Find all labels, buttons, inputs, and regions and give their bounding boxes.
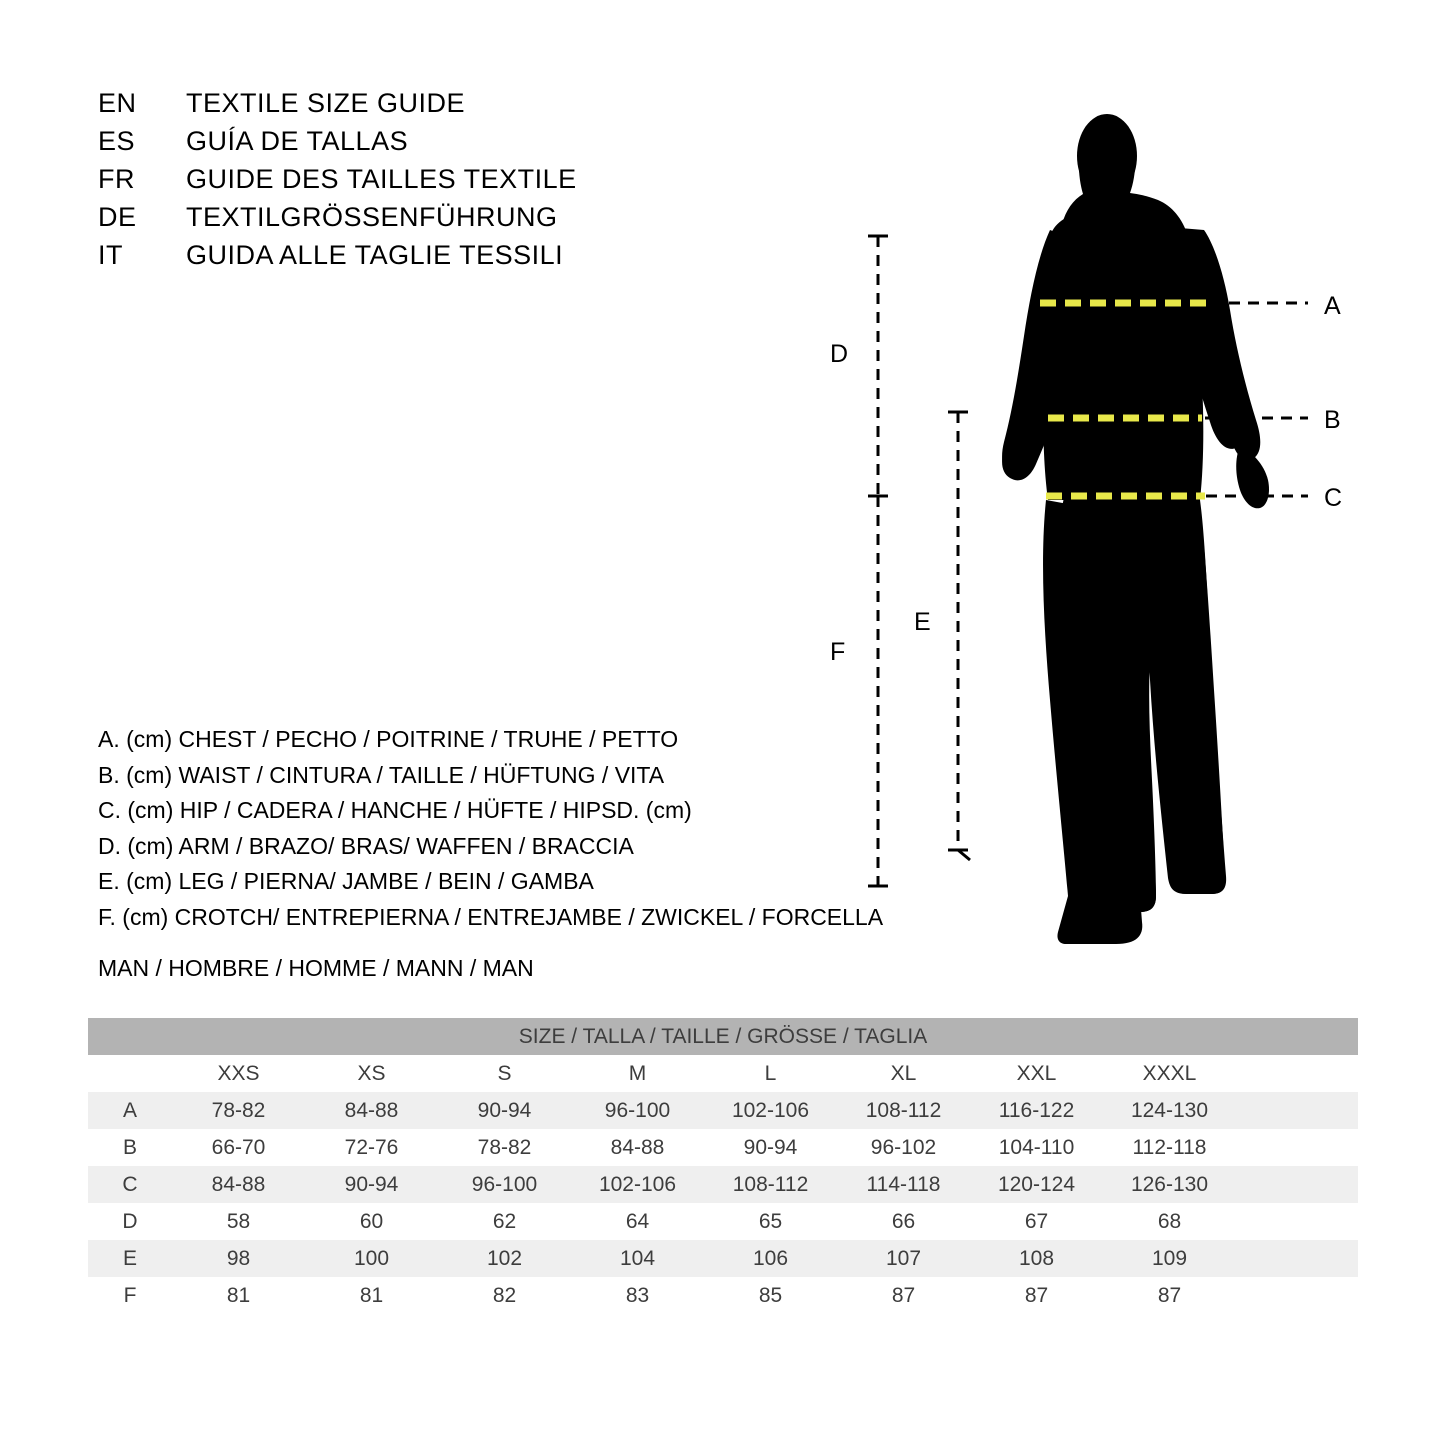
title-block — [98, 88, 718, 278]
cell-f-xl: 87 — [837, 1277, 970, 1314]
title-row — [98, 164, 718, 202]
size-col-xxl: XXL — [970, 1055, 1103, 1092]
cell-e-m: 104 — [571, 1240, 704, 1277]
legend-item-d: D. (cm) ARM / BRAZO/ BRAS/ WAFFEN / BRACCIA — [98, 832, 634, 859]
cell-d-m: 64 — [571, 1203, 704, 1240]
cell-b-pad — [1236, 1129, 1358, 1166]
cell-b-xxxl: 112-118 — [1103, 1129, 1236, 1166]
table-header-row — [88, 1018, 1358, 1055]
cell-b-xxl: 104-110 — [970, 1129, 1103, 1166]
label-f: F — [830, 638, 846, 666]
cell-d-xs: 60 — [305, 1203, 438, 1240]
size-table — [88, 1018, 1358, 1314]
cell-a-xxs: 78-82 — [172, 1092, 305, 1129]
row-label-e: E — [88, 1240, 172, 1277]
cell-d-s: 62 — [438, 1203, 571, 1240]
cell-e-xxxl: 109 — [1103, 1240, 1236, 1277]
label-b: B — [1324, 406, 1341, 434]
row-label-b: B — [88, 1129, 172, 1166]
cell-a-xxxl: 124-130 — [1103, 1092, 1236, 1129]
cell-b-m: 84-88 — [571, 1129, 704, 1166]
size-col-s: S — [438, 1055, 571, 1092]
size-col-xxs: XXS — [172, 1055, 305, 1092]
table-row — [88, 1129, 1358, 1166]
table-row — [88, 1092, 1358, 1129]
cell-c-pad — [1236, 1166, 1358, 1203]
cell-c-xxl: 120-124 — [970, 1166, 1103, 1203]
cell-a-l: 102-106 — [704, 1092, 837, 1129]
legend-item-a: A. (cm) CHEST / PECHO / POITRINE / TRUHE / PETTO — [98, 726, 679, 752]
cell-a-xxl: 116-122 — [970, 1092, 1103, 1129]
row-label-a: A — [88, 1092, 172, 1129]
cell-d-xxxl: 68 — [1103, 1203, 1236, 1240]
table-row — [88, 1166, 1358, 1203]
cell-e-xxs: 98 — [172, 1240, 305, 1277]
size-col-xxxl: XXXL — [1103, 1055, 1236, 1092]
title-row — [98, 240, 718, 278]
size-col-pad — [1236, 1055, 1358, 1092]
cell-c-l: 108-112 — [704, 1166, 837, 1203]
label-d: D — [830, 340, 849, 368]
legend-item-b: B. (cm) WAIST / CINTURA / TAILLE / HÜFTUNG / VITA — [98, 761, 665, 788]
title-lang-fr: FR — [98, 164, 135, 194]
cell-a-xs: 84-88 — [305, 1092, 438, 1129]
cell-e-pad — [1236, 1240, 1358, 1277]
row-label-f: F — [88, 1277, 172, 1314]
cell-b-xl: 96-102 — [837, 1129, 970, 1166]
cell-e-xs: 100 — [305, 1240, 438, 1277]
title-text-en: TEXTILE SIZE GUIDE — [186, 88, 466, 118]
measurement-legend — [98, 722, 898, 935]
cell-e-xl: 107 — [837, 1240, 970, 1277]
size-col-l: L — [704, 1055, 837, 1092]
male-silhouette-icon — [840, 60, 1400, 960]
cell-b-l: 90-94 — [704, 1129, 837, 1166]
cell-c-xs: 90-94 — [305, 1166, 438, 1203]
title-lang-en: EN — [98, 88, 137, 118]
title-text-es: GUÍA DE TALLAS — [186, 126, 409, 156]
cell-b-xs: 72-76 — [305, 1129, 438, 1166]
title-row — [98, 126, 718, 164]
table-header-label: SIZE / TALLA / TAILLE / GRÖSSE / TAGLIA — [88, 1018, 1358, 1055]
cell-c-m: 102-106 — [571, 1166, 704, 1203]
cell-e-xxl: 108 — [970, 1240, 1103, 1277]
cell-c-xxs: 84-88 — [172, 1166, 305, 1203]
title-lang-de: DE — [98, 202, 137, 232]
cell-f-pad — [1236, 1277, 1358, 1314]
sizes-row-corner — [88, 1055, 172, 1092]
cell-d-xxl: 67 — [970, 1203, 1103, 1240]
cell-f-s: 82 — [438, 1277, 571, 1314]
legend-item-f: F. (cm) CROTCH/ ENTREPIERNA / ENTREJAMBE / ZWICKEL / FORCELLA — [98, 903, 884, 930]
row-label-c: C — [88, 1166, 172, 1203]
cell-f-xxs: 81 — [172, 1277, 305, 1314]
cell-f-l: 85 — [704, 1277, 837, 1314]
title-row — [98, 88, 718, 126]
size-table-wrapper — [88, 1018, 1358, 1314]
cell-a-s: 90-94 — [438, 1092, 571, 1129]
cell-b-xxs: 66-70 — [172, 1129, 305, 1166]
cell-a-pad — [1236, 1092, 1358, 1129]
cell-b-s: 78-82 — [438, 1129, 571, 1166]
table-row — [88, 1277, 1358, 1314]
cell-c-xl: 114-118 — [837, 1166, 970, 1203]
cell-c-s: 96-100 — [438, 1166, 571, 1203]
row-label-d: D — [88, 1203, 172, 1240]
cell-e-s: 102 — [438, 1240, 571, 1277]
cell-d-xl: 66 — [837, 1203, 970, 1240]
cell-f-xs: 81 — [305, 1277, 438, 1314]
cell-a-m: 96-100 — [571, 1092, 704, 1129]
title-lang-it: IT — [98, 240, 123, 270]
cell-f-m: 83 — [571, 1277, 704, 1314]
legend-item-e: E. (cm) LEG / PIERNA/ JAMBE / BEIN / GAMBA — [98, 868, 594, 894]
table-row — [88, 1203, 1358, 1240]
title-text-de: TEXTILGRÖSSENFÜHRUNG — [186, 202, 558, 232]
body-measurement-diagram — [830, 60, 1400, 960]
gender-label: MAN / HOMBRE / HOMME / MANN / MAN — [98, 955, 534, 981]
cell-f-xxxl: 87 — [1103, 1277, 1236, 1314]
cell-d-xxs: 58 — [172, 1203, 305, 1240]
title-row — [98, 202, 718, 240]
legend-item-c: C. (cm) HIP / CADERA / HANCHE / HÜFTE / HIPSD. (cm) — [98, 797, 692, 823]
cell-f-xxl: 87 — [970, 1277, 1103, 1314]
title-text-fr: GUIDE DES TAILLES TEXTILE — [186, 164, 577, 194]
cell-d-l: 65 — [704, 1203, 837, 1240]
cell-d-pad — [1236, 1203, 1358, 1240]
label-c: C — [1324, 484, 1343, 512]
size-col-xs: XS — [305, 1055, 438, 1092]
title-lang-es: ES — [98, 126, 136, 156]
table-row — [88, 1240, 1358, 1277]
label-e: E — [914, 608, 931, 636]
cell-a-xl: 108-112 — [837, 1092, 970, 1129]
cell-c-xxxl: 126-130 — [1103, 1166, 1236, 1203]
size-col-xl: XL — [837, 1055, 970, 1092]
label-a: A — [1324, 292, 1341, 320]
size-col-m: M — [571, 1055, 704, 1092]
cell-e-l: 106 — [704, 1240, 837, 1277]
title-text-it: GUIDA ALLE TAGLIE TESSILI — [186, 240, 564, 270]
table-sizes-row — [88, 1055, 1358, 1092]
